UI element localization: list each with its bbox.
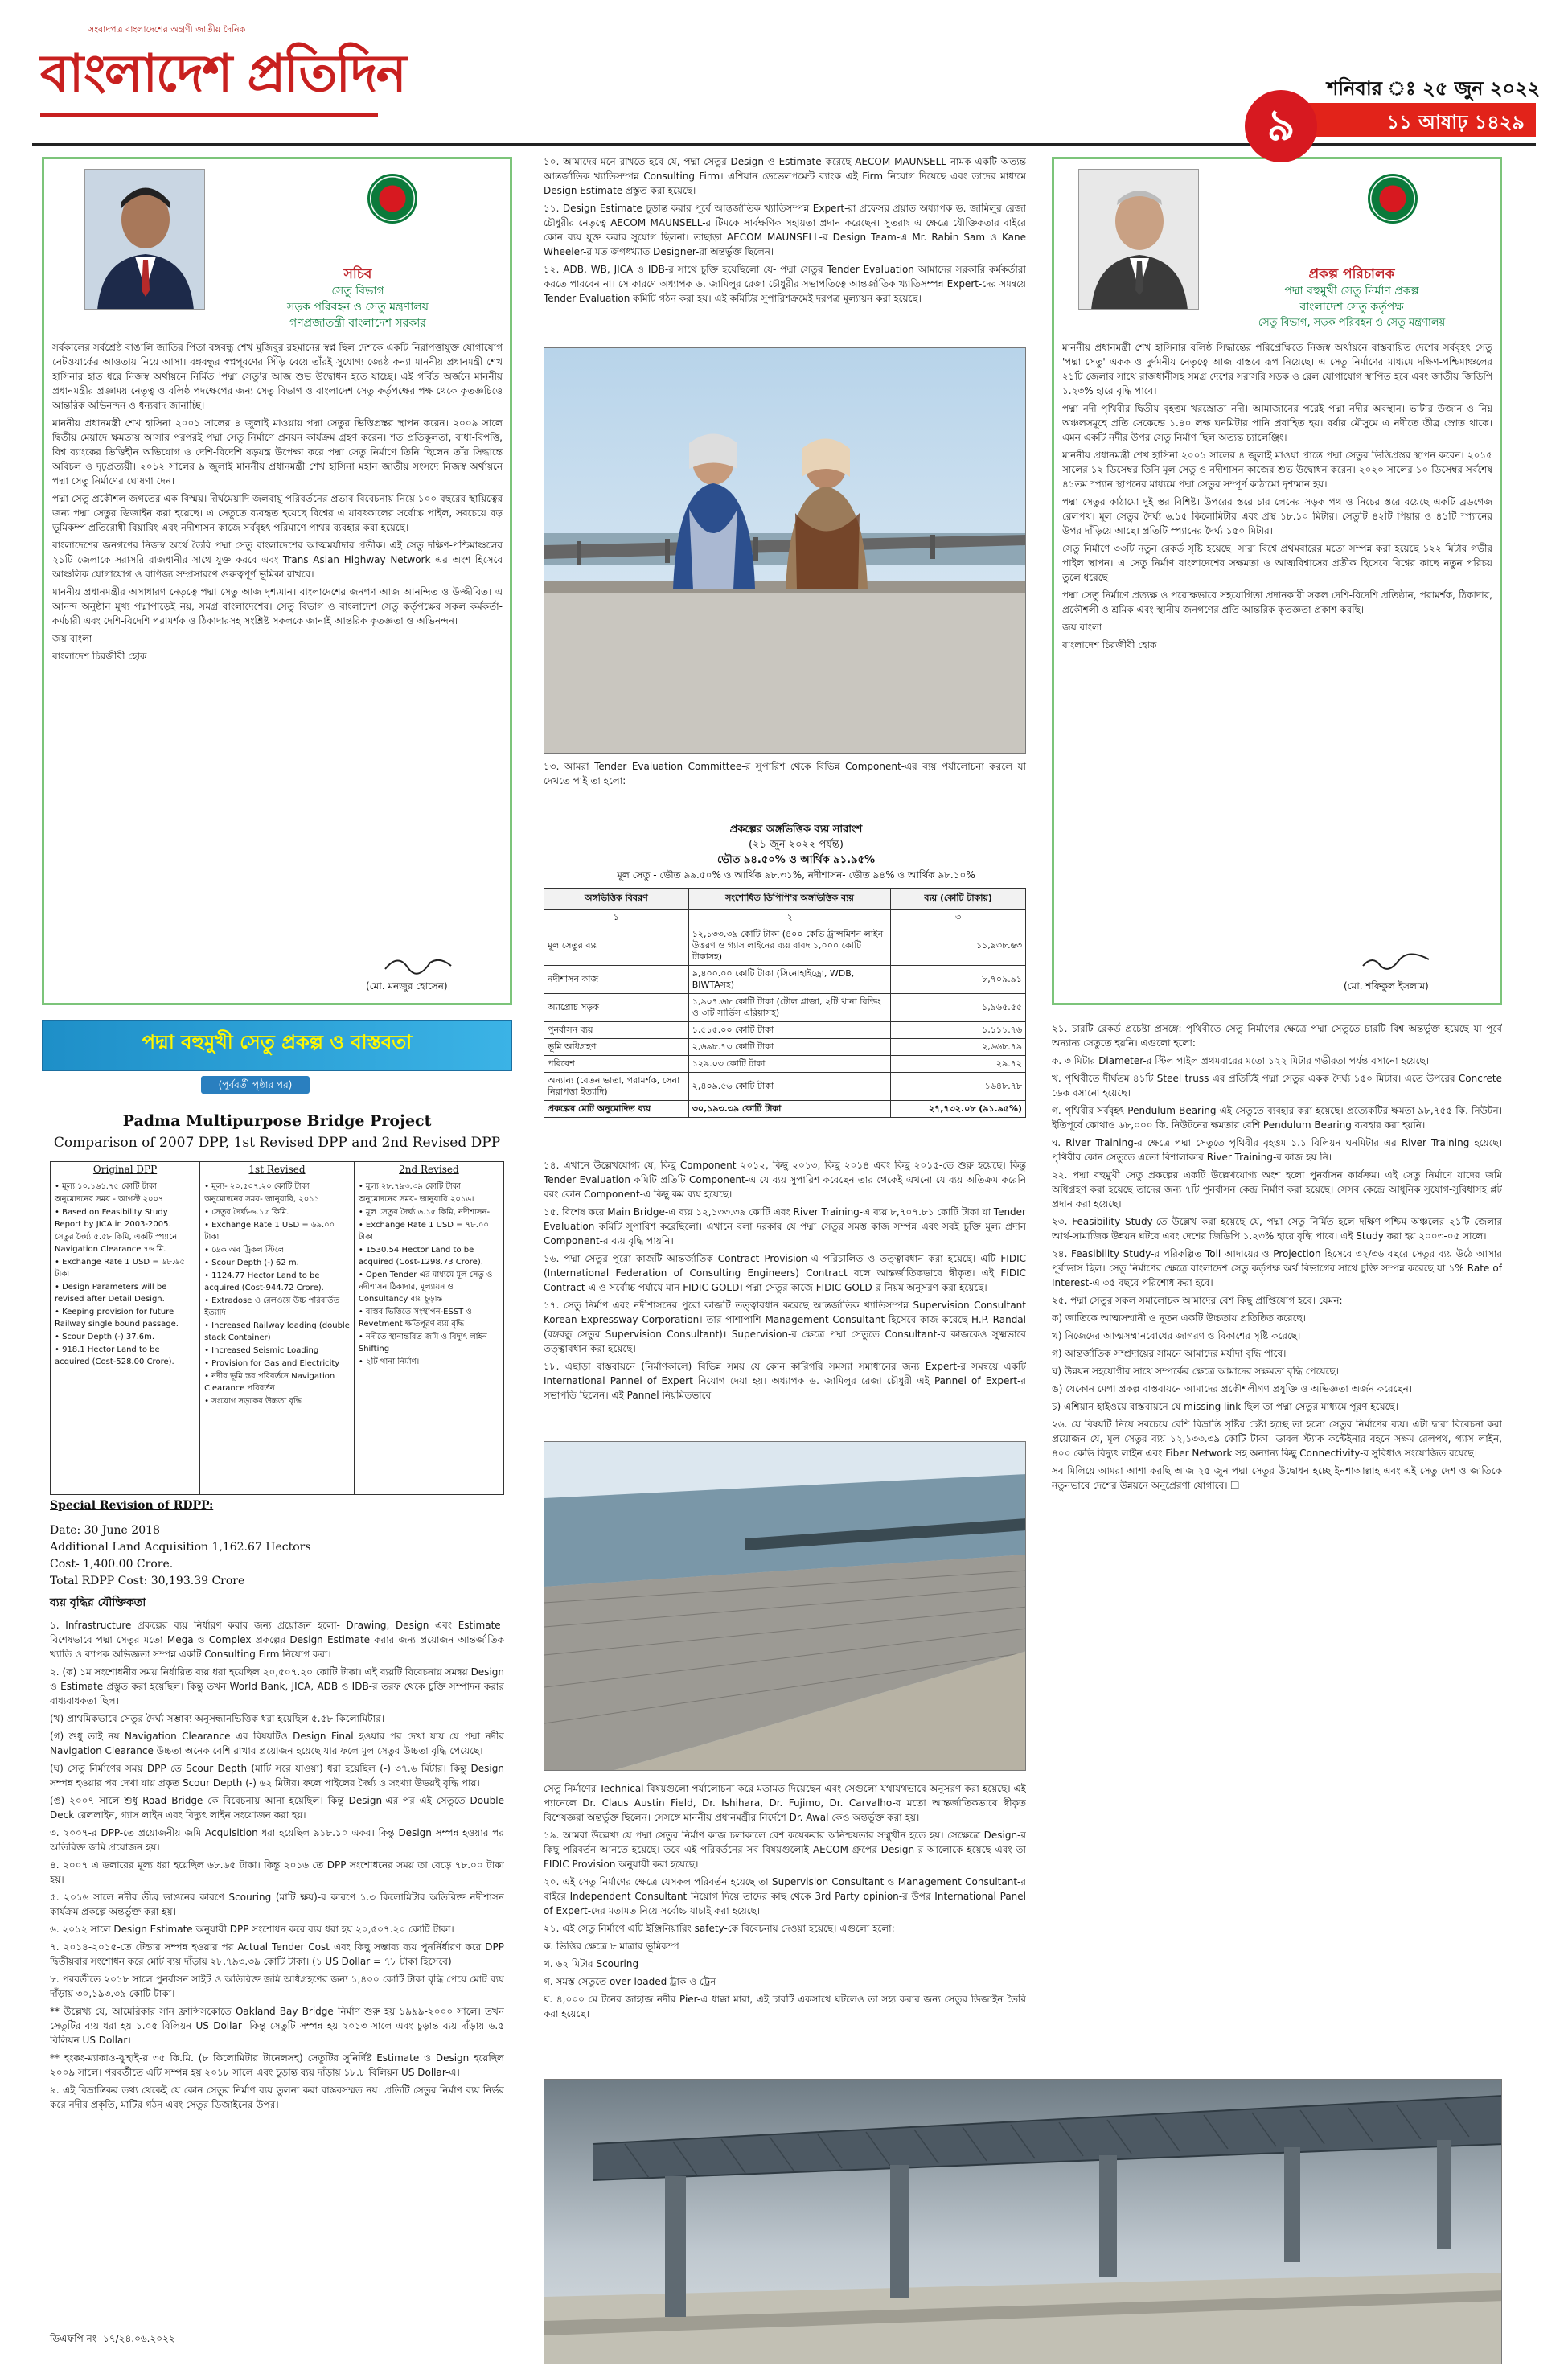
list-item: ১৭. সেতু নির্মাণ এবং নদীশাসনের পুরো কাজটি তত্ত্বাবধান করেছে আন্তর্জাতিক খ্যাতিসম্পন্ন Supervision Consultant Korean Expressway Corporation। তার পাশাপাশি Management Consultant হিসেবে কাজ করেছে H.P. Randal (বঙ্গবন্ধু সেতুর Supervision Consultant)। Supervision-র ক্ষেত্রে পদ্মা সেতুতে Consultant-র কাজকেও সুক্ষ্মভাবে তত্ত্বাবধান করা হয়েছে। — [544, 1300, 1026, 1354]
list-item: (খ) প্রাথমিকভাবে সেতুর দৈর্ঘ্য সম্ভাব্য অনুসন্ধানভিত্তিক ধরা হয়েছিল ৫.৫৮ কিলোমিটার। — [50, 1713, 385, 1724]
dfp-code: ডিএফপি নং- ১৭/২৪.০৬.২০২২ — [50, 2333, 175, 2344]
list-item: ক. ৩ মিটার Diameter-র স্টিল পাইল প্রথমবারের মতো ১২২ মিটার গভীরতা পর্যন্ত বসানো হয়েছে। — [1052, 1055, 1430, 1066]
list-item: ১৯. আমরা উল্লেখ্য যে পদ্মা সেতুর নির্মাণ কাজ চলাকালে বেশ কয়েকবার অনিশ্চয়তার সম্মুখীন হতে হয়। সেক্ষেত্রে Design-র কিছু পরিবর্তন আনতে হয়েছে। তবে এই পরিবর্তনের সব বিষয়গুলোই AECOM গ্রুপের Design-র আলোকে হয়েছে এবং তা FIDIC Provision অনুযায়ী করা হয়েছে। — [544, 1830, 1026, 1870]
table-cell: ২৭,৭৩২.০৮ (৯১.৯৫%) — [891, 1101, 1026, 1118]
list-item: • Increased Railway loading (double stack Container) — [204, 1321, 350, 1342]
list-item: ক. ভিত্তির ক্ষেত্রে ৮ মাত্রার ভূমিকম্প — [544, 1941, 679, 1952]
column-number: ৩ — [891, 910, 1026, 926]
list-item: ২৪. Feasibility Study-র পরিকল্পিত Toll আদায়ের ও Projection হিসেবে ৩২/৩৬ বছরে সেতুর ব্যয় উঠে আসার পূর্বাভাস ছিল। সেতু নির্মাণের ক্ষেত্রে বাংলাদেশ সেতু কর্তৃপক্ষ অর্থ বিভাগের সাথে চুক্তি সম্পন্ন করেছে যা ১% Rate of Interest-এ ৩৫ বছরে পরিশোধ করা হবে। — [1052, 1248, 1502, 1288]
padma-bridge-photo — [544, 2079, 1502, 2364]
second-revised-cell — [354, 1177, 503, 1495]
table-header: সংশোধিত ডিপিপি'র অঙ্গভিত্তিক ব্যয় — [688, 889, 891, 910]
list-item: • Scour Depth (-) 37.6m. — [55, 1333, 155, 1341]
paragraph: পদ্মা নদী পৃথিবীর দ্বিতীয় বৃহত্তম খরস্রোতা নদী। আমাজানের পরেই পদ্মা নদীর অবস্থান। ভাটার উজান ও নিম্ন অঞ্চলসমূহে প্রতি সেকেন্ডে ১.৪০ লক্ষ ঘনমিটার পানি প্রবাহিত হয়। বর্ষার মৌসুমে এ নদীতে তীব্র স্রোত থাকে। এমন একটি নদীর উপর সেতু নির্মাণ ছিল অত্যন্ত চ্যালেঞ্জিং। — [1062, 403, 1492, 443]
component-cost-table — [544, 888, 1026, 1118]
project-director-photo — [1078, 169, 1199, 310]
list-item: চ) এশিয়ান হাইওয়ে বাস্তবায়নে যে missing link ছিল তা পদ্মা সেতুর মাধ্যমে পূরণ হয়েছে। — [1052, 1401, 1398, 1412]
project-director-name: (মো. শফিকুল ইসলাম) — [1344, 980, 1429, 992]
paragraph: পদ্মা সেতুর কাঠামো দুই স্তর বিশিষ্ট। উপরের স্তরে চার লেনের সড়ক পথ ও নিচের স্তরে রয়েছে একটি ব্রডগেজ রেলপথ। মূল সেতুর দৈর্ঘ্য ৬.১৫ কিলোমিটার এবং প্রস্থ ১৮.১০ মিটার। সেতুটি ৪২টি পিয়ার ও ৪১টি স্প্যানের উপর দাঁড়িয়ে আছে। প্রতিটি স্প্যানের দৈর্ঘ্য ১৫০ মিটার। — [1062, 496, 1492, 536]
table-row — [544, 1056, 1026, 1073]
list-item: গ) আন্তর্জাতিক সম্প্রদায়ের সামনে আমাদের মর্যাদা বৃদ্ধি পাবে। — [1052, 1348, 1287, 1359]
list-item: • 1530.54 Hector Land to be acquired (Cost-1298.73 Crore). — [358, 1246, 483, 1267]
secretary-government: গণপ্রজাতন্ত্রী বাংলাদেশ সরকার — [289, 317, 426, 330]
project-director-title: প্রকল্প পরিচালক — [1308, 266, 1395, 282]
list-item: খ. পৃথিবীতে দীর্ঘতম ৪১টি Steel truss এর প্রতিটিই পদ্মা সেতুর একক দৈর্ঘ্য ১৫০ মিটার। এতে উপরের Concrete ডেক বসানো হয়েছে। — [1052, 1073, 1502, 1099]
table-total-row — [544, 1101, 1026, 1118]
right-lower-list — [1052, 1021, 1502, 1776]
table-header: 2nd Revised — [354, 1162, 503, 1177]
cost-summary-title — [555, 822, 1037, 883]
list-item: ঙ) যেকোন মেগা প্রকল্প বাস্তবায়নে আমাদের প্রকৌশলীগণ প্রযুক্তি ও অভিজ্ঞতা অর্জন করেছেন। — [1052, 1383, 1413, 1394]
list-item: ৮. পরবর্তীতে ২০১৮ সালে পুনর্বাসন সাইট ও অতিরিক্ত জমি অধিগ্রহণের জন্য ১,৪০০ কোটি টাকা বৃদ্ধি পেয়ে মোট ব্যয় দাঁড়ায় ৩০,১৯৩.৩৯ কোটি টাকা। — [50, 1974, 504, 1999]
bridge-authority-seal-icon — [1368, 174, 1418, 224]
reasons-heading: ব্যয় বৃদ্ধির যৌক্তিকতা — [50, 1596, 146, 1609]
list-item: • Design Parameters will be revised after Detail Design. — [55, 1283, 167, 1304]
table-row — [544, 994, 1026, 1022]
list-item: (গ) শুধু তাই নয় Navigation Clearance এর বিষয়টিও Design Final হওয়ার পর দেখা যায় যে পদ্মা নদীর Navigation Clearance উচ্চতা অনেক বেশি রাখার প্রয়োজন হয়েছে যার ফলে মূল সেতুর উচ্চতা বৃদ্ধি পেয়েছে। — [50, 1731, 504, 1756]
list-item: • Exchange Rate 1 USD = ৬৮.৬৫ টাকা — [55, 1258, 186, 1279]
secretary-message-box — [42, 157, 512, 1005]
list-item: • Based on Feasibility Study Report by JICA in 2003-2005. — [55, 1208, 171, 1229]
bridge-ministry: সেতু বিভাগ, সড়ক পরিবহন ও সেতু মন্ত্রণালয় — [1258, 317, 1446, 329]
government-seal-icon — [367, 174, 417, 224]
closing-line: বাংলাদেশ চিরজীবী হোক — [52, 651, 147, 662]
table-cell: প্রকল্পের মোট অনুমোদিত ব্যয় — [544, 1101, 689, 1118]
dpp-comparison-table — [50, 1161, 504, 1495]
table-cell: অ্যাপ্রোচ সড়ক — [544, 994, 689, 1022]
list-item: অনুমোদনের সময়- জানুয়ারি, ২০১১ — [204, 1195, 320, 1204]
table-cell: ১৬৪৮.৭৮ — [891, 1073, 1026, 1101]
table-cell: ১,৫১৫.০০ কোটি টাকা — [688, 1022, 891, 1039]
list-item: • সংযোগ সড়কের উচ্চতা বৃদ্ধি — [204, 1397, 302, 1406]
table-header: 1st Revised — [200, 1162, 355, 1177]
list-item: • Increased Seismic Loading — [204, 1346, 319, 1355]
table-row — [544, 966, 1026, 994]
list-item: (ঘ) সেতু নির্মাণের সময় DPP তে Scour Depth (মাটি সরে যাওয়া) ধরা হয়েছিল (-) ৩৭.৬ মিটার। কিন্তু Design সম্পন্ন হওয়ার পর দেখা যায় প্রকৃত Scour Depth (-) ৬২ মিটার। ফলে পাইলের দৈর্ঘ্য ও সংখ্যা উভয়ই বৃদ্ধি পায়। — [50, 1763, 504, 1789]
paragraph: পদ্মা সেতু প্রকৌশল জগতের এক বিস্ময়। দীর্ঘমেয়াদি জলবায়ু পরিবর্তনের প্রভাব বিবেচনায় নিয়ে ১০০ বছরের স্থায়িত্বের জন্য পদ্মা সেতুর ডিজাইন করা হয়েছে। এ সেতুতে ব্যবহৃত হয়েছে বিশ্বের এ যাবৎকালের সর্বোচ্চ পাইল, সবচেয়ে বড় ভূমিকম্প প্রতিরোধী বিয়ারিং এবং নদীশাসন কাজে সর্ববৃহৎ পরিমাণে পাথর ব্যবহার করা হয়েছে। — [52, 493, 503, 533]
list-item: খ) নিজেদের আত্মসম্মানবোধের জাগরণ ও বিকাশের সৃষ্টি করেছে। — [1052, 1330, 1301, 1341]
column-number: ১ — [544, 910, 689, 926]
list-item: ** হংকং-ম্যাকাও-ঝুহাই-র ৩৫ কি.মি. (৮ কিলোমিটার টানেলসহ) সেতুটির সুনির্দিষ্ট Estimate ও Design হয়েছিল ২০০৯ সালে। পরবর্তীতে এটি সম্পন্ন হয় ২০১৮ সালে এবং চূড়ান্ত ব্যয় দাঁড়ায় ১৮.৮ বিলিয়ন US Dollar-এ। — [50, 2052, 504, 2078]
closing-line: জয় বাংলা — [1062, 622, 1102, 633]
list-item: • মূল্য ১০,১৬১.৭৫ কোটি টাকা — [55, 1182, 157, 1191]
column-number: ২ — [688, 910, 891, 926]
dpp-subtitle: Comparison of 2007 DPP, 1st Revised DPP and 2nd Revised DPP — [53, 1135, 501, 1151]
list-item: ২৬. যে বিষয়টি নিয়ে সবচেয়ে বেশি বিভ্রান্তি সৃষ্টির চেষ্টা হচ্ছে তা হলো সেতুর নির্মাণের ব্যয়। এটা দ্বারা বিবেচনা করা প্রয়োজন যে, মূল সেতুর ব্যয় ১২,১৩৩.৩৯ কোটি টাকা। ডাবল স্ট্যাক কন্টেইনার বহনে সক্ষম রেলপথ, গ্যাস লাইন, ৪০০ কেভি বিদ্যুৎ লাইন এবং Fiber Network সহ অন্যান্য কিছু Connectivity-র সুবিধাও সংযোজিত রয়েছে। — [1052, 1419, 1502, 1459]
closing-line: জয় বাংলা — [52, 633, 92, 644]
table-row — [544, 1073, 1026, 1101]
list-item: • 1124.77 Hector Land to be acquired (Cost-944.72 Crore). — [204, 1271, 324, 1292]
table-cell: ১২৯.০৩ কোটি টাকা — [688, 1056, 891, 1073]
cost-summary-progress-detail: মূল সেতু - ভৌত ৯৯.৫০% ও আর্থিক ৯৮.৩১%, নদীশাসন- ভৌত ৯৪% ও আর্থিক ৯৮.১০% — [617, 869, 975, 881]
list-item: ২৫. পদ্মা সেতুর সকল সমালোচক আমাদের বেশ কিছু প্রাপ্তিযোগ হবে। যেমন: — [1052, 1295, 1343, 1306]
table-cell: মূল সেতুর ব্যয় — [544, 926, 689, 966]
project-director-message-text — [1062, 340, 1492, 935]
list-item: অনুমোদনের সময় - আগস্ট ২০০৭ — [55, 1195, 164, 1204]
list-item: ২. (ক) ১ম সংশোধনীর সময় নির্ধারিত ব্যয় ধরা হয়েছিল ২০,৫০৭.২০ কোটি টাকা। এই ব্যয়টি বিবেচনায় সমন্বয় Design ও Estimate প্রস্তুত করা হয়েছিল। কিন্তু তখন World Bank, JICA, ADB ও IDB-র তরফ থেকে চুক্তি সম্পাদন করার বাধ্যবাধকতা ছিল। — [50, 1666, 504, 1707]
list-item: অনুমোদনের সময়- জানুয়ারি ২০১৬। — [358, 1195, 474, 1204]
list-item: • মূল্য ২৮,৭৯৩.৩৯ কোটি টাকা — [358, 1182, 461, 1191]
bangla-date: ১১ আষাঢ় ১৪২৯ — [1279, 103, 1536, 137]
list-item: ১৮. এছাড়া বাস্তবায়নে (নির্মাণকালে) বিভিন্ন সময় যে কোন কারিগরি সমস্যা সমাধানের জন্য Expert-র সমন্বয়ে একটি International Pannel of Expert নিয়োগ দেয়া হয়। অধ্যাপক ড. জামিলুর রেজা চৌধুরী এই Pannel of Expert-র সভাপতি ছিলেন। এই Pannel নিয়মিতভাবে — [544, 1361, 1026, 1401]
table-cell: ৮,৭০৯.৯১ — [891, 966, 1026, 994]
list-item: সেতু নির্মাণের Technical বিষয়গুলো পর্যালোচনা করে মতামত দিয়েছেন এবং সেগুলো যথাযথভাবে অনুসরণ করা হয়েছে। এই প্যানেলে Dr. Claus Austin Field, Dr. Ishihara, Dr. Fujimo, Dr. Carvalho-র মতো আন্তর্জাতিকভাবে স্বীকৃত বিশেষজ্ঞরা অন্তর্ভুক্ত ছিলেন। সেসঙ্গে মাননীয় প্রধানমন্ত্রীর নির্দেশে Dr. Awal কেও অন্তর্ভুক্ত করা হয়। — [544, 1783, 1026, 1823]
section-banner — [42, 1020, 512, 1071]
project-director-signature — [1360, 951, 1432, 980]
center-top-list — [544, 154, 1026, 339]
list-item: • মূল সেতুর দৈর্ঘ্য ৬.১৫ কিমি, নদীশাসন- — [358, 1208, 491, 1217]
list-item: • Exchange Rate 1 USD = ৭৮.০০ টাকা — [358, 1221, 489, 1242]
list-item: • সেতুর দৈর্ঘ্য-৬.১৫ কিমি. — [204, 1208, 289, 1217]
table-row — [544, 926, 1026, 966]
dpp-title: Padma Multipurpose Bridge Project — [122, 1112, 432, 1130]
first-revised-cell — [200, 1177, 355, 1495]
list-item: ঘ. River Training-র ক্ষেত্রে পদ্মা সেতুতে পৃথিবীর বৃহত্তম ১.১ বিলিয়ন ঘনমিটার এর River Training হয়েছে। পৃথিবীর কোন সেতুতে এতো বিশালাকার River Training-র কাজ হয় নি। — [1052, 1137, 1502, 1163]
paragraph: সেতু নির্মাণে ৩৩টি নতুন রেকর্ড সৃষ্টি হয়েছে। সারা বিশ্বে প্রথমবারের মতো সম্পন্ন করা হয়েছে ১২২ মিটার গভীর পাইল স্থাপন। এ সেতু নির্মাণ বাংলাদেশের সক্ষমতা ও আত্মবিশ্বাসের প্রতীক হিসেবে বিশ্বের কাছে নতুন পরিচয় তুলে ধরেছে। — [1062, 543, 1492, 583]
list-item: ১১. Design Estimate চূড়ান্ত করার পূর্বে আন্তর্জাতিক খ্যাতিসম্পন্ন Expert-রা প্রফেসর প্রয়াত অধ্যাপক ড. জামিলুর রেজা চৌধুরীর নেতৃত্বে AECOM MAUNSELL-র টিমকে সার্বক্ষণিক সহায়তা প্রদান করেছেন। সুতরাং এ ক্ষেত্রে যৌক্তিকতার বাইরে কোন ব্যয় যুক্ত করার সুযোগ ছিলনা। তাছাড়া AECOM MAUNSELL-র Design Team-এ Mr. Rabin Sam ও Kane Wheeler-র মত জগৎখ্যাত Designer-রা অন্তর্ভুক্ত ছিলেন। — [544, 203, 1026, 257]
paragraph: বাংলাদেশের জনগণের নিজস্ব অর্থে তৈরি পদ্মা সেতু বাংলাদেশের আত্মমর্যাদার প্রতীক। এই সেতু দক্ষিণ-পশ্চিমাঞ্চলের ২১টি জেলাকে সরাসরি রাজধানীর সাথে যুক্ত করবে এবং Trans Asian Highway Network এর অংশ হিসেবে আঞ্চলিক যোগাযোগ ও বাণিজ্য সম্প্রসারণে গুরুত্বপূর্ণ ভূমিকা রাখবে। — [52, 540, 503, 580]
list-item: ১০. আমাদের মনে রাখতে হবে যে, পদ্মা সেতুর Design ও Estimate করেছে AECOM MAUNSELL নামক একটি অত্যন্ত আন্তর্জাতিক খ্যাতিসম্পন্ন Consulting Firm। এশিয়ান ডেভেলপমেন্ট ব্যাংক এই Firm নিয়োগ দিয়েছে এবং তাদের মাধ্যমে Design Estimate প্রস্তুত করা হয়েছে। — [544, 156, 1026, 196]
list-item: সব মিলিয়ে আমরা আশা করছি আজ ২৫ জুন পদ্মা সেতুর উদ্বোধন হচ্ছে ইনশাআল্লাহ এবং এই সেতু দেশ ও জাতিকে নতুনভাবে দেশের উন্নয়নে অনুপ্রেরণা যোগাবে। ❑ — [1052, 1465, 1502, 1491]
revision-land: Additional Land Acquisition 1,162.67 Hectors — [50, 1541, 311, 1554]
table-cell: ১,১১১.৭৬ — [891, 1022, 1026, 1039]
secretary-title: সচিব — [343, 266, 372, 282]
project-name: পদ্মা বহুমুখী সেতু নির্মাণ প্রকল্প — [1284, 285, 1419, 298]
list-item: • 918.1 Hector Land to be acquired (Cost-528.00 Crore). — [55, 1345, 174, 1366]
list-item: ১৪. এখানে উল্লেখযোগ্য যে, কিছু Component ২০১২, কিছু ২০১৩, কিছু ২০১৪ এবং কিছু ২০১৫-তে শুরু হয়েছে। কিন্তু Tender Evaluation কমিটি প্রতিটি Component-এ যে ব্যয় সুপারিশ করেছেন তার থেকেই এখনো যে ব্যয় অতিক্রম করেনি বরং কোন Component-এ কিছু কম ব্যয় হয়েছে। — [544, 1160, 1026, 1200]
paragraph: মাননীয় প্রধানমন্ত্রীর অসাধারণ নেতৃত্বে পদ্মা সেতু আজ দৃশ্যমান। বাংলাদেশের জনগণ আজ আনন্দিত ও উজ্জীবিত। এ আনন্দ অনুষ্ঠান মুখ্য পদ্মাপাড়েই নয়, সমগ্র বাংলাদেশের। সেতু বিভাগ ও বাংলাদেশ সেতু কর্তৃপক্ষের সকল কর্মকর্তা-কর্মচারী এবং দেশি-বিদেশি পরামর্শক ও ঠিকাদারসহ সংশ্লিষ্ট সকলকে জানাই আন্তরিক কৃতজ্ঞতা ও অভিনন্দন। — [52, 586, 503, 626]
table-header: ব্যয় (কোটি টাকায়) — [891, 889, 1026, 910]
revision-date: Date: 30 June 2018 — [50, 1524, 160, 1537]
list-item: ৬. ২০১২ সালে Design Estimate অনুযায়ী DPP সংশোধন করে ব্যয় ধরা হয় ২০,৫০৭.২০ কোটি টাকা। — [50, 1924, 454, 1935]
list-item: ৭. ২০১৪-২০১৫-তে টেন্ডার সম্পন্ন হওয়ার পর Actual Tender Cost এবং কিছু সম্ভাব্য ব্যয় পুনর্নির্ধারণ করে DPP দ্বিতীয়বার সংশোধন করে মোট ব্যয় দাঁড়ায় ২৮,৭৯৩.৩৯ কোটি টাকা। (১ US Dollar = ৭৮ টাকা হিসেবে) — [50, 1941, 504, 1967]
list-item: ১২. ADB, WB, JICA ও IDB-র সাথে চুক্তি হয়েছিলো যে- পদ্মা সেতুর Tender Evaluation আমাদের সরকারি কর্মকর্তারা করতে পারবেন না। সে কারণে অধ্যাপক ড. জামিলুর রেজা চৌধুরীর সভাপতিত্বে আন্তর্জাতিক খ্যাতিসম্পন্ন Expert-দের সমন্বয়ে Tender Evaluation কমিটি গঠন করা হয়। এই কমিটির সুপারিশক্রমেই দরপত্র মূল্যায়ন করা হয়েছে। — [544, 264, 1026, 304]
list-item: ৫. ২০১৬ সালে নদীর তীব্র ভাঙনের কারণে Scouring (মাটি ক্ষয়)-র কারণে ১.৩ কিলোমিটার অতিরিক্ত নদীশাসন কার্যক্রম প্রকল্পে অন্তর্ভুক্ত করা হয়। — [50, 1891, 504, 1917]
table-cell: ১১,৯৩৮.৬৩ — [891, 926, 1026, 966]
list-item: • মূল্য- ২০,৫০৭.২০ কোটি টাকা — [204, 1182, 310, 1191]
table-cell: নদীশাসন কাজ — [544, 966, 689, 994]
table-cell: অন্যান্য (বেতন ভাতা, পরামর্শক, সেনা নিরাপত্তা ইত্যাদি) — [544, 1073, 689, 1101]
secretary-signature — [382, 951, 454, 980]
river-training-embankment-photo — [544, 1441, 1026, 1771]
revision-heading: Special Revision of RDPP: — [50, 1499, 214, 1512]
revision-total: Total RDPP Cost: 30,193.39 Crore — [50, 1575, 245, 1587]
list-item: • নদীতে স্থানান্তরিত জমি ও বিদ্যুৎ লাইন Shifting — [358, 1333, 487, 1353]
list-item: • Open Tender এর মাধ্যমে মূল সেতু ও নদীশাসন ঠিকাদার, মূল্যায়ন ও Consultancy ব্যয় চূড়ান্ত — [358, 1271, 493, 1304]
list-item: • নদীর ভূমি স্তর পরিবর্তনে Navigation Clearance পরিবর্তন — [204, 1372, 335, 1393]
list-item: • Exchange Rate 1 USD = ৬৯.০০ টাকা — [204, 1221, 335, 1242]
table-cell: ২৯.৭২ — [891, 1056, 1026, 1073]
logo-text: বাংলাদেশ প্রতিদিন — [40, 44, 405, 104]
cost-summary-heading: প্রকল্পের অঙ্গভিত্তিক ব্যয় সারাংশ — [729, 824, 863, 836]
secretary-dept: সেতু বিভাগ — [331, 285, 384, 298]
two-women-at-bridge-photo — [544, 347, 1026, 754]
table-cell: ২,৬৯৮.৭৩ কোটি টাকা — [688, 1039, 891, 1056]
paragraph: মাননীয় প্রধানমন্ত্রী শেখ হাসিনা ২০০১ সালের ৪ জুলাই মাওয়ায় পদ্মা সেতুর ভিত্তিপ্রস্তর স্থাপন করেন। ২০০৯ সালে দ্বিতীয় মেয়াদে ক্ষমতায় আসার পরপরই পদ্মা সেতু নির্মাণে প্রনয়ন কার্যক্রম গ্রহণ করেন। শত প্রতিকূলতা, বাধা-বিপত্তি, বিশ্ব ব্যাংকের ভিত্তিহীন অভিযোগ ও দেশি-বিদেশি ষড়যন্ত্র উপেক্ষা করে পদ্মা সেতু নির্মাণে তিনি ছিলেন তাঁর সিদ্ধান্তে অবিচল ও দৃঢ়প্রত্যয়ী। ২০১২ সালের ৯ জুলাই মাননীয় প্রধানমন্ত্রী শেখ হাসিনা মহান জাতীয় সংসদে নিজস্ব অর্থায়নে পদ্মা সেতু নির্মাণের ঘোষণা দেন। — [52, 417, 503, 487]
list-item: সেতুর দৈর্ঘ্য ৫.৫৮ কিমি, একটি স্প্যানে Navigation Clearance ৭৬ মি. — [55, 1233, 178, 1254]
list-item: ** উল্লেখ্য যে, আমেরিকার সান ফ্রান্সিসকোতে Oakland Bay Bridge নির্মাণ শুরু হয় ১৯৯৯-২০০০ সালে। তখন সেতুটির ব্যয় ধরা হয় ১.০৫ বিলিয়ন US Dollar। কিন্তু সেতুটি সম্পন্ন হয় ২০১৩ সালে এবং চূড়ান্ত ব্যয় দাঁড়ায় ৬.৫ বিলিয়ন US Dollar। — [50, 2006, 504, 2046]
logo-underline — [40, 113, 378, 117]
paragraph: মাননীয় প্রধানমন্ত্রী শেখ হাসিনা ২০০১ সালের ৪ জুলাই মাওয়া প্রান্তে পদ্মা সেতুর ভিত্তিপ্রস্তর স্থাপন করেন। ২০১৫ সালের ১২ ডিসেম্বর তিনি মূল সেতু ও নদীশাসন কাজের শুভ উদ্বোধন করেন। ২০২০ সালের ১০ ডিসেম্বর সর্বশেষ ৪১তম স্প্যান স্থাপনের মাধ্যমে পদ্মা সেতুর সম্পূর্ণ কাঠামো দৃশ্যমান হয়। — [1062, 450, 1492, 490]
table-cell: ১,৯০৭.৬৮ কোটি টাকা (টোল প্লাজা, ২টি থানা বিল্ডিং ও ৩টি সার্ভিস এরিয়াসহ) — [688, 994, 891, 1022]
list-item: ৯. এই বিভ্রান্তিকর তথ্য থেকেই যে কোন সেতুর নির্মাণ ব্যয় তুলনা করা বাস্তবসম্মত নয়। প্রতিটি সেতুর নির্মাণ ব্যয় নির্ভর করে নদীর প্রকৃতি, মাটির গঠন এবং সেতুর ডিজাইনের উপর। — [50, 2084, 504, 2110]
table-cell: ২,৪০৯.৫৬ কোটি টাকা — [688, 1073, 891, 1101]
table-cell: পুনর্বাসন ব্যয় — [544, 1022, 689, 1039]
list-item: • Provision for Gas and Electricity — [204, 1359, 340, 1368]
closing-line: বাংলাদেশ চিরজীবী হোক — [1062, 639, 1157, 651]
table-cell: ২,৬৬৮.৭৯ — [891, 1039, 1026, 1056]
secretary-ministry: সড়ক পরিবহন ও সেতু মন্ত্রণালয় — [287, 301, 429, 314]
list-item: ২৩. Feasibility Study-তে উল্লেখ করা হয়েছে যে, পদ্মা সেতু নির্মিত হলে দক্ষিণ-পশ্চিম অঞ্চলের ২১টি জেলার আর্থ-সামাজিক উন্নয়ন ঘটবে এবং দেশের জিডিপি ১.২৩% হারে বৃদ্ধি পাবে। এই Study করা হয় ২০০৩-০৫ সালে। — [1052, 1216, 1502, 1242]
list-item: গ. পৃথিবীর সর্ববৃহৎ Pendulum Bearing এই সেতুতে ব্যবহার করা হয়েছে। প্রত্যেকটির ক্ষমতা ৯৮,৭৫৫ কি. নিউটন। ইতিপূর্বে কোথাও ৬৮,০০০ কি. নিউটনের ক্ষমতার বেশি Pendulum Bearing ব্যবহার করা হয়নি। — [1052, 1105, 1502, 1131]
banner-continuation: (পূর্ববর্তী পৃষ্ঠার পর) — [201, 1076, 310, 1094]
table-header: Original DPP — [51, 1162, 200, 1177]
logo-tagline: সংবাদপত্র বাংলাদেশের অগ্রণী জাতীয় দৈনিক — [88, 24, 246, 35]
center-after-photo-list — [544, 1781, 1026, 2071]
list-item: ঘ. ৪,০০০ মে টনের জাহাজ নদীর Pier-এ ধাক্কা মারা, এই চারটি একসাথে ঘটলেও তা সহ্য করার জন্য সেতুর ডিজাইন তৈরি করা হয়েছে। — [544, 1994, 1026, 2019]
page-number: ৯ — [1245, 90, 1317, 162]
table-header: অঙ্গভিত্তিক বিবরণ — [544, 889, 689, 910]
paragraph: সর্বকালের সর্বশ্রেষ্ঠ বাঙালি জাতির পিতা বঙ্গবন্ধু শেখ মুজিবুর রহমানের স্বপ্ন ছিল দেশকে একটি নিরাপত্তাযুক্ত যোগাযোগ নেটওয়ার্কের আওতায় নিয়ে আসা। বঙ্গবন্ধুর স্বপ্নপূরণের সিঁড়ি বেয়ে তাঁরই সুযোগ্য জ্যেষ্ঠ কন্যা মাননীয় প্রধানমন্ত্রী শেখ হাসিনার হাত ধরে নিজস্ব অর্থায়নে নির্মিত 'পদ্মা সেতু'র আজ শুভ উদ্বোধন হতে যাচ্ছে। এই গর্বিত অর্জনে মাননীয় প্রধানমন্ত্রীর প্রজ্ঞাময় নেতৃত্ব ও বলিষ্ঠ পদক্ষেপের জন্য সেতু বিভাগ ও বাংলাদেশ সেতু কর্তৃপক্ষের পক্ষ থেকে কৃতজ্ঞচিত্তে আন্তরিক অভিনন্দন ও ধন্যবাদ জানাচ্ছি। — [52, 342, 503, 411]
table-cell: ৩০,১৯৩.৩৯ কোটি টাকা — [688, 1101, 891, 1118]
secretary-name: (মো. মনজুর হোসেন) — [366, 980, 448, 992]
secretary-message-text — [52, 340, 503, 935]
list-item: ৪. ২০০৭ এ ডলারের মূল্য ধরা হয়েছিল ৬৮.৬৫ টাকা। কিন্তু ২০১৬ তে DPP সংশোধনের সময় তা বেড়ে ৭৮.০০ টাকা হয়। — [50, 1859, 504, 1885]
cost-summary-date: (২১ জুন ২০২২ পর্যন্ত) — [749, 839, 844, 851]
table-cell: ৯,৪০০.০০ কোটি টাকা (সিনোহাইড্রো, WDB, BIWTAসহ) — [688, 966, 891, 994]
list-item: ১৫. বিশেষ করে Main Bridge-এ ব্যয় ১২,১৩৩.৩৯ কোটি এবং River Training-এ ব্যয় ৮,৭০৭.৮১ কোটি টাকা যা Tender Evaluation কমিটি সুপারিশ করেছিলো। এখানে বলা দরকার যে পদ্মা সেতুর সমস্ত কাজ সম্পন্ন এবং সবই চুক্তি মূল্য প্রদান Component-র ব্যয় বৃদ্ধি পায়নি। — [544, 1206, 1026, 1247]
list-item: • Keeping provision for future Railway single bound passage. — [55, 1308, 179, 1329]
table-cell: পরিবেশ — [544, 1056, 689, 1073]
list-item: ২১. এই সেতু নির্মাণে এটি ইঞ্জিনিয়ারিং safety-কে বিবেচনায় দেওয়া হয়েছে। এগুলো হলো: — [544, 1923, 895, 1934]
special-revision-block — [50, 1497, 504, 1612]
list-item: ১৬. পদ্মা সেতুর পুরো কাজটি আন্তর্জাতিক Contract Provision-এ পরিচালিত ও তত্ত্বাবধান করা হয়েছে। এটি FIDIC (International Federation of Consulting Engineers) Contract বলে আন্তর্জাতিকভাবে স্বীকৃত। এই FIDIC Contract-এ ও সর্বোচ্চ পর্যায়ে মান FIDIC GOLD। পদ্মা সেতুর কাজে FIDIC GOLD-র নিয়ম অনুসরণ করা হয়েছে। — [544, 1253, 1026, 1293]
item-13: ১৩. আমরা Tender Evaluation Committee-র সুপারিশ থেকে বিভিন্ন Component-এর ব্যয় পর্যালোচনা করলে যা দেখতে পাই তা হলো: — [544, 761, 1026, 787]
list-item: ২১. চারটি রেকর্ড প্রচেষ্টা প্রসঙ্গে: পৃথিবীতে সেতু নির্মাণের ক্ষেত্রে পদ্মা সেতুতে চারটি বিশ্ব অন্তর্ভুক্ত হয়েছে যা পূর্বে অন্যান্য সেতুতে হয়নি। এগুলো হলো: — [1052, 1023, 1502, 1049]
original-dpp-cell — [51, 1177, 200, 1495]
list-item: ১. Infrastructure প্রকল্পের ব্যয় নির্ধারণ করার জন্য প্রয়োজন হলো- Drawing, Design এবং Estimate। বিশেষভাবে পদ্মা সেতুর মতো Mega ও Complex প্রকল্পের Design Estimate করার জন্য প্রয়োজন আন্তর্জাতিক খ্যাতি ও ব্যাপক অভিজ্ঞতা সম্পন্ন একটি Consulting Firm নিয়োগ করা। — [50, 1620, 504, 1660]
list-item: ২০. এই সেতু নির্মাণের ক্ষেত্রে যেসকল পরিবর্তন হয়েছে তা Supervision Consultant ও Management Consultant-র বাইরে Independent Consultant নিয়োগ দিয়ে তাদের কাছ থেকে 3rd Party opinion-র উপর International Panel of Expert-দের মতামত নিয়ে সর্বোচ্চ যাচাই করা হয়েছে। — [544, 1876, 1026, 1916]
center-lower-list — [544, 1158, 1026, 1435]
list-item: ক) জাতিকে আত্মসম্মানী ও নূতন একটি উচ্চতায় প্রতিষ্ঠিত করেছে। — [1052, 1312, 1306, 1324]
secretary-photo — [84, 169, 205, 310]
paragraph: মাননীয় প্রধানমন্ত্রী শেখ হাসিনার বলিষ্ঠ সিদ্ধান্তের পরিপ্রেক্ষিতে নিজস্ব অর্থায়নে বাস্তবায়িত দেশের সর্ববৃহৎ সেতু 'পদ্মা সেতু' একক ও দুর্দমনীয় নেতৃত্বে আজ বাস্তবে রূপ নিয়েছে। এ সেতু নির্মাণের মাধ্যমে দক্ষিণ-পশ্চিমাঞ্চলের ২১টি জেলার সাথে রাজধানীসহ সমগ্র দেশের সরাসরি সড়ক ও রেল যোগাযোগ স্থাপিত হবে এবং জাতীয় জিডিপি ১.২৩% হারে বৃদ্ধি পাবে। — [1062, 342, 1492, 396]
list-item: গ. সমস্ত সেতুতে over loaded ট্রাক ও ট্রেন — [544, 1976, 716, 1987]
list-item: খ. ৬২ মিটার Scouring — [544, 1958, 639, 1969]
table-cell: ১,৯৬৫.৫৫ — [891, 994, 1026, 1022]
list-item: • ডেক অব ট্রিকল স্টিলে — [204, 1246, 285, 1255]
list-item: ২২. পদ্মা বহুমুখী সেতু প্রকল্পের একটি উল্লেখযোগ্য অংশ হলো পুনর্বাসন কার্যক্রম। এই সেতু নির্মাণে যাদের জমি অধিগ্রহণ করা হয়েছে তাদের জন্য ৭টি পুনর্বাসন কেন্দ্র নির্মাণ করা হয়েছে। সেসব কেন্দ্রে আধুনিক সুযোগ-সুবিধাসহ প্লট প্রদান করা হয়েছে। — [1052, 1169, 1502, 1210]
table-row — [544, 1022, 1026, 1039]
revision-cost: Cost- 1,400.00 Crore. — [50, 1558, 174, 1571]
weekday-date: শনিবার ঃ ২৫ জুন ২০২২ — [1327, 77, 1541, 100]
bridge-authority: বাংলাদেশ সেতু কর্তৃপক্ষ — [1299, 301, 1404, 314]
table-cell: ভূমি অধিগ্রহণ — [544, 1039, 689, 1056]
banner-title: পদ্মা বহুমুখী সেতু প্রকল্প ও বাস্তবতা — [142, 1031, 413, 1054]
list-item: ঘ) উন্নয়ন সহযোগীর সাথে সম্পর্কের ক্ষেত্রে আমাদের সক্ষমতা বৃদ্ধি পেয়েছে। — [1052, 1366, 1339, 1377]
project-director-message-box — [1052, 157, 1502, 1005]
cost-summary-progress: ভৌত ৯৪.৫০% ও আর্থিক ৯১.৯৫% — [717, 854, 875, 866]
cost-reasons-list — [50, 1618, 504, 2322]
list-item: • Extradose ও রেলওয়ে উচ্চ পরিবর্তিত ইত্যাদি — [204, 1296, 340, 1317]
list-item: • ২টি থানা নির্মাণ। — [358, 1357, 420, 1366]
newspaper-logo[interactable] — [40, 23, 410, 135]
list-item: • বাস্তব ভিত্তিতে সংস্থাপন-ESST ও Revetment ক্ষতিপূরণ ব্যয় বৃদ্ধি — [358, 1308, 472, 1329]
paragraph: পদ্মা সেতু নির্মাণে প্রত্যক্ষ ও পরোক্ষভাবে সহযোগিতা প্রদানকারী সকল দেশি-বিদেশি প্রতিষ্ঠান, পরামর্শক, ঠিকাদার, প্রকৌশলী ও শ্রমিক এবং স্থানীয় জনগণের প্রতি আন্তরিক কৃতজ্ঞতা প্রকাশ করছি। — [1062, 589, 1492, 615]
list-item: (ঙ) ২০০৭ সালে শুধু Road Bridge কে বিবেচনায় আনা হয়েছিল। কিন্তু Design-এর পর এই সেতুতে Double Deck রেললাইন, গ্যাস লাইন এবং বিদ্যুৎ লাইন সংযোজন করা হয়। — [50, 1795, 504, 1821]
list-item: • Scour Depth (-) 62 m. — [204, 1259, 299, 1267]
table-cell: ১২,১৩৩.৩৯ কোটি টাকা (৪০০ কেভি ট্রান্সমিশন লাইন উত্তরণ ও গ্যাস লাইনের ব্যয় বাবদ ১,০০০ কোটি টাকাসহ) — [688, 926, 891, 966]
list-item: ৩. ২০০৭-র DPP-তে প্রয়োজনীয় জমি Acquisition ধরা হয়েছিল ৯১৮.১০ একর। কিন্তু Design সম্পন্ন হওয়ার পর অতিরিক্ত জমি প্রয়োজন হয়। — [50, 1827, 504, 1853]
table-row — [544, 1039, 1026, 1056]
